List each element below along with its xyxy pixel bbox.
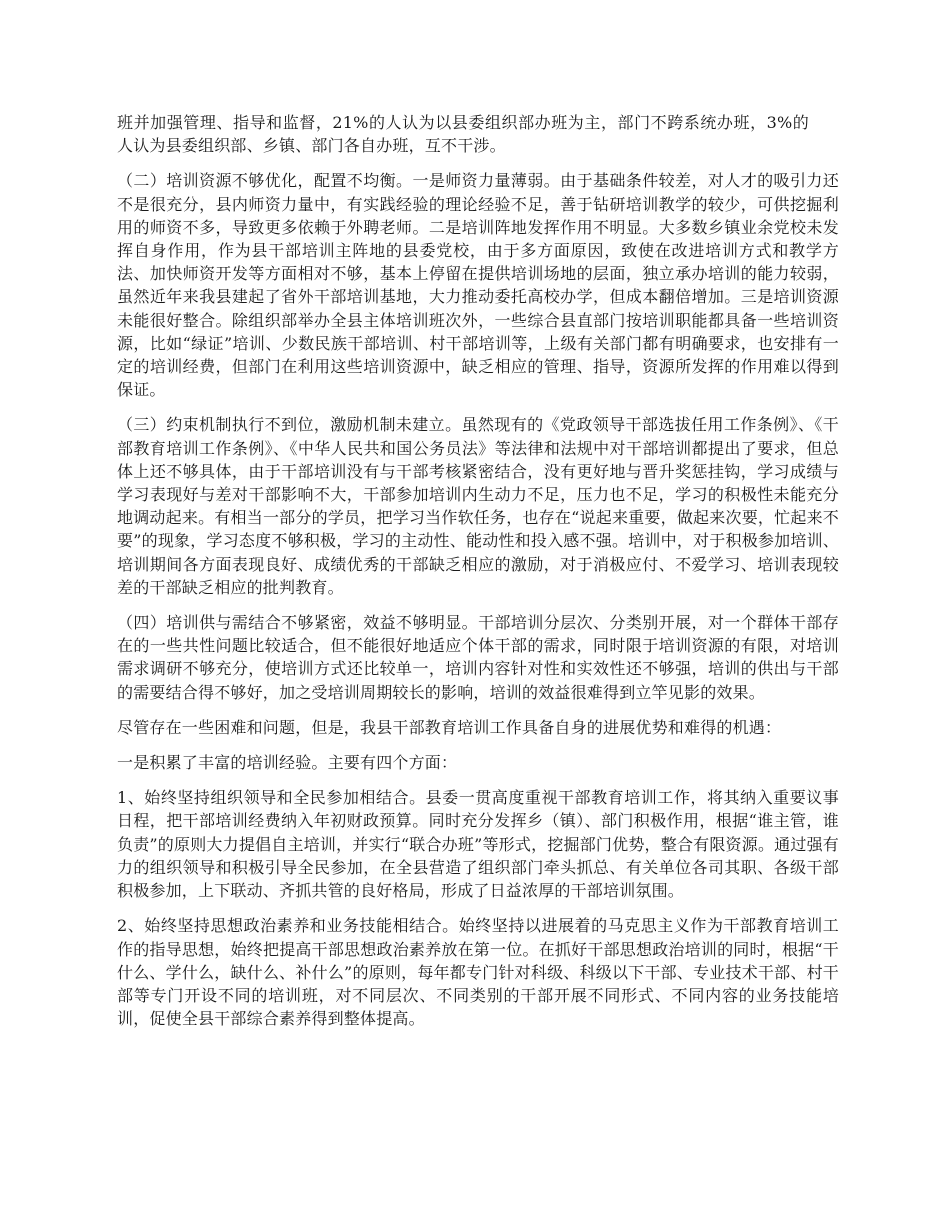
paragraph-7: 1、始终坚持组织领导和全民参加相结合。县委一贯高度重视干部教育培训工作，将其纳入重要议事日程，把干部培训经费纳入年初财政预算。同时充分发挥乡（镇）、部门积极作用，根据“谁主管，谁负责”的原则大力提倡自主培训，并实行“联合办班”等形式，挖掘部门优势，整合有限资源。通过强有力的组织领导和积极引导全民参加，在全县营造了组织部门牵头抓总、有关单位各司其职、各级干部积极参加，上下联动、齐抓共管的良好格局，形成了日益浓厚的干部培训氛围。: [117, 788, 839, 901]
paragraph-2: （二）培训资源不够优化，配置不均衡。一是师资力量薄弱。由于基础条件较差，对人才的吸引力还不是很充分，县内师资力量中，有实践经验的理论经验不足，善于钻研培训教学的较少，可供挖掘利用的师资不多，导致更多依赖于外聘老师。二是培训阵地发挥作用不明显。大多数乡镇业余党校未发挥自身作用，作为县干部培训主阵地的县委党校，由于多方面原因，致使在改进培训方式和教学方法、加快师资开发等方面相对不够，基本上停留在提供培训场地的层面，独立承办培训的能力较弱，虽然近年来我县建起了省外干部培训基地，大力推动委托高校办学，但成本翻倍增加。三是培训资源未能很好整合。除组织部举办全县主体培训班次外，一些综合县直部门按培训职能都具备一些培训资源，比如“绿证”培训、少数民族干部培训、村干部培训等，上级有关部门都有明确要求，也安排有一定的培训经费，但部门在利用这些培训资源中，缺乏相应的管理、指导，资源所发挥的作用难以得到保证。: [117, 171, 839, 400]
paragraph-1: 班并加强管理、指导和监督，21%的人认为以县委组织部办班为主，部门不跨系统办班，3%的人认为县委组织部、乡镇、部门各自办班，互不干涉。: [117, 113, 809, 156]
paragraph-8: 2、始终坚持思想政治素养和业务技能相结合。始终坚持以进展着的马克思主义作为干部教育培训工作的指导思想，始终把提高干部思想政治素养放在第一位。在抓好干部思想政治培训的同时，根据“干什么、学什么，缺什么、补什么”的原则，每年都专门针对科级、科级以下干部、专业技术干部、村干部等专门开设不同的培训班，对不同层次、不同类别的干部开展不同形式、不同内容的业务技能培训，促使全县干部综合素养得到整体提高。: [117, 916, 839, 1029]
paragraph-3: （三）约束机制执行不到位，激励机制未建立。虽然现有的《党政领导干部选拔任用工作条例》、《干部教育培训工作条例》、《中华人民共和国公务员法》等法律和法规中对干部培训都提出了要求，但总体上还不够具体，由于干部培训没有与干部考核紧密结合，没有更好地与晋升奖惩挂钩，学习成绩与学习表现好与差对干部影响不大，干部参加培训内生动力不足，压力也不足，学习的积极性未能充分地调动起来。有相当一部分的学员，把学习当作软任务，也存在“说起来重要，做起来次要，忙起来不要”的现象，学习态度不够积极，学习的主动性、能动性和投入感不强。培训中，对于积极参加培训、培训期间各方面表现良好、成绩优秀的干部缺乏相应的激励，对于消极应付、不爱学习、培训表现较差的干部缺乏相应的批判教育。: [117, 415, 839, 597]
document-page: [117, 111, 839, 1042]
paragraph-5: 尽管存在一些困难和问题，但是，我县干部教育培训工作具备自身的进展优势和难得的机遇：: [117, 717, 782, 737]
paragraph-6: 一是积累了丰富的培训经验。主要有四个方面：: [117, 753, 458, 773]
paragraph-4: （四）培训供与需结合不够紧密，效益不够明显。干部培训分层次、分类别开展，对一个群体干部存在的一些共性问题比较适合，但不能很好地适应个体干部的需求，同时限于培训资源的有限，对培训需求调研不够充分，使培训方式还比较单一，培训内容针对性和实效性还不够强，培训的供出与干部的需要结合得不够好，加之受培训周期较长的影响，培训的效益很难得到立竿见影的效果。: [117, 613, 839, 702]
